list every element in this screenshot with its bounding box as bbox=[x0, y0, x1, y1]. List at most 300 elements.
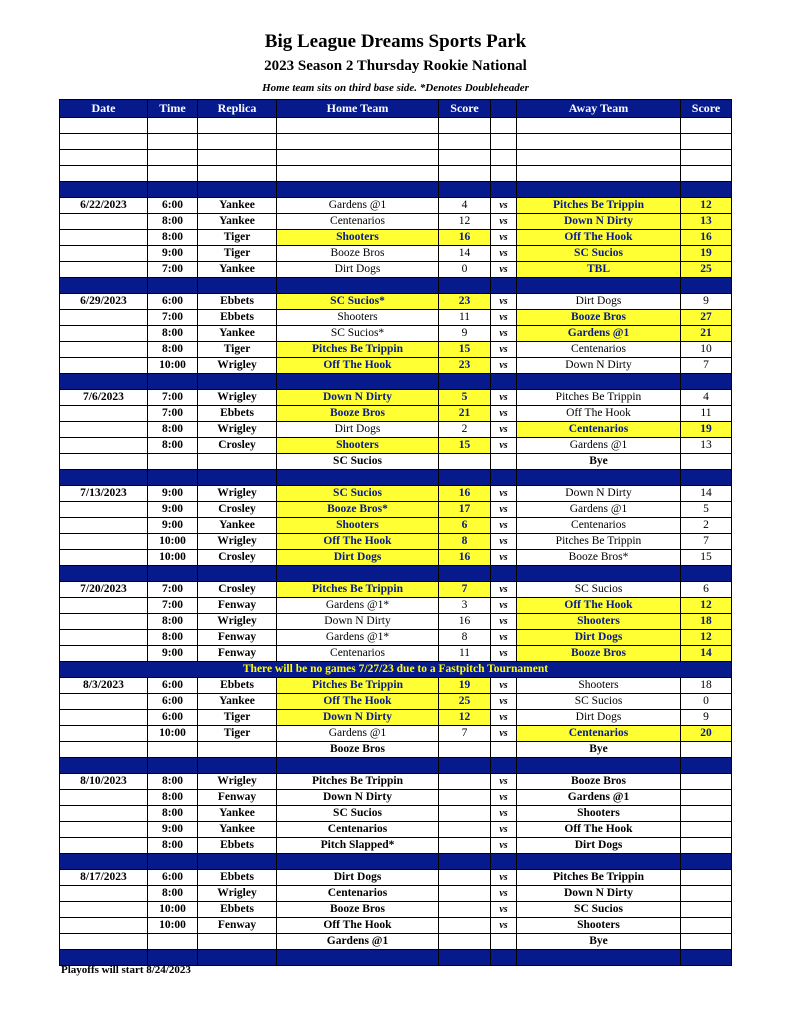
replica-cell: Yankee bbox=[198, 822, 277, 838]
time-cell: 9:00 bbox=[148, 518, 198, 534]
divider-cell bbox=[277, 758, 439, 774]
date-cell: 6/22/2023 bbox=[60, 198, 148, 214]
home-team-cell: Dirt Dogs bbox=[277, 550, 439, 566]
replica-cell: Wrigley bbox=[198, 422, 277, 438]
time-cell bbox=[148, 742, 198, 758]
replica-cell: Ebbets bbox=[198, 406, 277, 422]
away-score-cell bbox=[681, 454, 732, 470]
home-team-cell: Booze Bros bbox=[277, 902, 439, 918]
away-team-cell: Shooters bbox=[517, 806, 681, 822]
away-team-cell: Bye bbox=[517, 934, 681, 950]
empty-cell bbox=[277, 150, 439, 166]
replica-cell: Tiger bbox=[198, 710, 277, 726]
divider-cell bbox=[517, 758, 681, 774]
away-team-cell: SC Sucios bbox=[517, 582, 681, 598]
empty-cell bbox=[517, 166, 681, 182]
home-score-cell: 11 bbox=[439, 646, 491, 662]
schedule-body bbox=[60, 118, 732, 966]
replica-cell: Ebbets bbox=[198, 678, 277, 694]
time-cell: 9:00 bbox=[148, 486, 198, 502]
game-row bbox=[60, 838, 732, 854]
vs-cell: vs bbox=[491, 902, 517, 918]
replica-cell: Fenway bbox=[198, 790, 277, 806]
empty-cell bbox=[681, 118, 732, 134]
date-cell bbox=[60, 230, 148, 246]
section-divider-row bbox=[60, 470, 732, 486]
divider-cell bbox=[439, 758, 491, 774]
table-header-row bbox=[60, 100, 732, 118]
time-cell: 6:00 bbox=[148, 294, 198, 310]
empty-cell bbox=[681, 134, 732, 150]
replica-cell: Crosley bbox=[198, 550, 277, 566]
home-team-cell: Off The Hook bbox=[277, 918, 439, 934]
divider-cell bbox=[277, 470, 439, 486]
away-score-cell bbox=[681, 902, 732, 918]
vs-cell: vs bbox=[491, 262, 517, 278]
home-team-cell: Down N Dirty bbox=[277, 790, 439, 806]
date-cell: 8/17/2023 bbox=[60, 870, 148, 886]
away-score-cell: 13 bbox=[681, 438, 732, 454]
divider-cell bbox=[491, 374, 517, 390]
home-score-cell: 15 bbox=[439, 438, 491, 454]
vs-cell: vs bbox=[491, 342, 517, 358]
game-row bbox=[60, 406, 732, 422]
replica-cell: Crosley bbox=[198, 438, 277, 454]
time-cell: 9:00 bbox=[148, 646, 198, 662]
home-score-cell: 14 bbox=[439, 246, 491, 262]
game-row bbox=[60, 630, 732, 646]
divider-cell bbox=[439, 854, 491, 870]
vs-cell: vs bbox=[491, 726, 517, 742]
away-score-cell: 15 bbox=[681, 550, 732, 566]
home-team-cell: SC Sucios bbox=[277, 806, 439, 822]
replica-cell: Yankee bbox=[198, 198, 277, 214]
home-team-cell: Pitches Be Trippin bbox=[277, 582, 439, 598]
time-cell: 7:00 bbox=[148, 310, 198, 326]
home-team-cell: Pitches Be Trippin bbox=[277, 342, 439, 358]
page-subtitle: 2023 Season 2 Thursday Rookie National bbox=[264, 58, 527, 74]
vs-cell: vs bbox=[491, 230, 517, 246]
home-score-cell bbox=[439, 790, 491, 806]
divider-cell bbox=[681, 950, 732, 966]
vs-cell: vs bbox=[491, 550, 517, 566]
time-cell: 7:00 bbox=[148, 390, 198, 406]
divider-cell bbox=[681, 566, 732, 582]
away-score-cell: 21 bbox=[681, 326, 732, 342]
away-team-cell: SC Sucios bbox=[517, 902, 681, 918]
empty-cell bbox=[517, 134, 681, 150]
vs-cell: vs bbox=[491, 534, 517, 550]
away-team-cell: TBL bbox=[517, 262, 681, 278]
empty-cell bbox=[148, 150, 198, 166]
home-score-cell: 25 bbox=[439, 694, 491, 710]
home-team-cell: Gardens @1 bbox=[277, 726, 439, 742]
vs-cell: vs bbox=[491, 678, 517, 694]
away-team-cell: Pitches Be Trippin bbox=[517, 534, 681, 550]
date-cell bbox=[60, 790, 148, 806]
empty-cell bbox=[681, 166, 732, 182]
vs-cell: vs bbox=[491, 518, 517, 534]
schedule-table bbox=[59, 99, 732, 966]
divider-cell bbox=[198, 374, 277, 390]
empty-cell bbox=[277, 134, 439, 150]
home-score-cell: 15 bbox=[439, 342, 491, 358]
replica-cell: Tiger bbox=[198, 342, 277, 358]
vs-cell: vs bbox=[491, 326, 517, 342]
home-score-cell: 16 bbox=[439, 230, 491, 246]
empty-cell bbox=[491, 134, 517, 150]
game-row bbox=[60, 342, 732, 358]
game-row bbox=[60, 262, 732, 278]
header-note: Home team sits on third base side. *Denotes Doubleheader bbox=[262, 82, 529, 94]
game-row bbox=[60, 246, 732, 262]
game-row bbox=[60, 646, 732, 662]
away-score-cell: 10 bbox=[681, 342, 732, 358]
empty-cell bbox=[681, 150, 732, 166]
away-team-cell: Dirt Dogs bbox=[517, 630, 681, 646]
page-title: Big League Dreams Sports Park bbox=[264, 31, 527, 52]
home-score-cell: 5 bbox=[439, 390, 491, 406]
col-header-vs bbox=[491, 100, 517, 118]
empty-cell bbox=[491, 150, 517, 166]
home-score-cell bbox=[439, 774, 491, 790]
date-cell bbox=[60, 326, 148, 342]
replica-cell bbox=[198, 934, 277, 950]
game-row bbox=[60, 710, 732, 726]
time-cell: 6:00 bbox=[148, 678, 198, 694]
replica-cell: Tiger bbox=[198, 230, 277, 246]
game-row bbox=[60, 390, 732, 406]
vs-cell: vs bbox=[491, 294, 517, 310]
vs-cell: vs bbox=[491, 390, 517, 406]
away-team-cell: Centenarios bbox=[517, 518, 681, 534]
vs-cell bbox=[491, 742, 517, 758]
away-team-cell: Centenarios bbox=[517, 726, 681, 742]
home-team-cell: Off The Hook bbox=[277, 534, 439, 550]
col-header-replica: Replica bbox=[198, 100, 277, 118]
game-row bbox=[60, 774, 732, 790]
game-row bbox=[60, 326, 732, 342]
divider-cell bbox=[60, 854, 148, 870]
vs-cell: vs bbox=[491, 790, 517, 806]
time-cell: 10:00 bbox=[148, 550, 198, 566]
away-score-cell: 5 bbox=[681, 502, 732, 518]
empty-cell bbox=[60, 118, 148, 134]
home-score-cell bbox=[439, 886, 491, 902]
home-team-cell: Down N Dirty bbox=[277, 614, 439, 630]
empty-cell bbox=[439, 118, 491, 134]
home-score-cell: 8 bbox=[439, 630, 491, 646]
game-row bbox=[60, 678, 732, 694]
away-team-cell: Bye bbox=[517, 742, 681, 758]
divider-cell bbox=[681, 854, 732, 870]
section-divider-row bbox=[60, 182, 732, 198]
home-team-cell: Centenarios bbox=[277, 214, 439, 230]
time-cell: 8:00 bbox=[148, 614, 198, 630]
home-score-cell bbox=[439, 918, 491, 934]
away-team-cell: Bye bbox=[517, 454, 681, 470]
time-cell: 8:00 bbox=[148, 838, 198, 854]
away-score-cell: 13 bbox=[681, 214, 732, 230]
divider-cell bbox=[491, 854, 517, 870]
time-cell: 10:00 bbox=[148, 534, 198, 550]
vs-cell: vs bbox=[491, 310, 517, 326]
empty-cell bbox=[60, 150, 148, 166]
divider-cell bbox=[60, 758, 148, 774]
divider-cell bbox=[681, 278, 732, 294]
home-score-cell bbox=[439, 822, 491, 838]
away-team-cell: Down N Dirty bbox=[517, 214, 681, 230]
time-cell bbox=[148, 934, 198, 950]
replica-cell: Ebbets bbox=[198, 870, 277, 886]
divider-cell bbox=[681, 182, 732, 198]
date-cell bbox=[60, 918, 148, 934]
game-row bbox=[60, 518, 732, 534]
col-header-home-score: Score bbox=[439, 100, 491, 118]
away-score-cell bbox=[681, 838, 732, 854]
replica-cell: Wrigley bbox=[198, 774, 277, 790]
empty-cell bbox=[517, 150, 681, 166]
home-team-cell: Dirt Dogs bbox=[277, 870, 439, 886]
home-score-cell: 4 bbox=[439, 198, 491, 214]
playoffs-note: Playoffs will start 8/24/2023 bbox=[61, 964, 191, 976]
time-cell: 8:00 bbox=[148, 886, 198, 902]
time-cell: 8:00 bbox=[148, 438, 198, 454]
divider-cell bbox=[198, 758, 277, 774]
away-score-cell: 14 bbox=[681, 486, 732, 502]
time-cell: 10:00 bbox=[148, 918, 198, 934]
date-cell bbox=[60, 310, 148, 326]
home-score-cell: 16 bbox=[439, 486, 491, 502]
away-score-cell: 9 bbox=[681, 710, 732, 726]
away-score-cell: 27 bbox=[681, 310, 732, 326]
vs-cell: vs bbox=[491, 406, 517, 422]
divider-cell bbox=[148, 470, 198, 486]
section-divider-row bbox=[60, 278, 732, 294]
time-cell: 10:00 bbox=[148, 358, 198, 374]
away-team-cell: Dirt Dogs bbox=[517, 838, 681, 854]
time-cell: 7:00 bbox=[148, 582, 198, 598]
vs-cell: vs bbox=[491, 358, 517, 374]
replica-cell: Fenway bbox=[198, 646, 277, 662]
away-score-cell bbox=[681, 918, 732, 934]
away-team-cell: Pitches Be Trippin bbox=[517, 198, 681, 214]
time-cell: 8:00 bbox=[148, 774, 198, 790]
date-cell bbox=[60, 614, 148, 630]
divider-cell bbox=[148, 374, 198, 390]
vs-cell: vs bbox=[491, 486, 517, 502]
empty-cell bbox=[198, 118, 277, 134]
away-team-cell: Off The Hook bbox=[517, 406, 681, 422]
date-cell bbox=[60, 246, 148, 262]
divider-cell bbox=[491, 758, 517, 774]
divider-cell bbox=[491, 950, 517, 966]
vs-cell: vs bbox=[491, 438, 517, 454]
home-score-cell: 7 bbox=[439, 582, 491, 598]
replica-cell: Fenway bbox=[198, 918, 277, 934]
away-team-cell: Shooters bbox=[517, 678, 681, 694]
divider-cell bbox=[60, 278, 148, 294]
vs-cell: vs bbox=[491, 838, 517, 854]
divider-cell bbox=[198, 566, 277, 582]
home-score-cell: 3 bbox=[439, 598, 491, 614]
home-score-cell bbox=[439, 902, 491, 918]
divider-cell bbox=[439, 182, 491, 198]
replica-cell: Wrigley bbox=[198, 358, 277, 374]
col-header-time: Time bbox=[148, 100, 198, 118]
home-team-cell: Centenarios bbox=[277, 822, 439, 838]
vs-cell: vs bbox=[491, 214, 517, 230]
home-team-cell: Shooters bbox=[277, 438, 439, 454]
vs-cell: vs bbox=[491, 870, 517, 886]
away-score-cell: 6 bbox=[681, 582, 732, 598]
game-row bbox=[60, 790, 732, 806]
game-row bbox=[60, 358, 732, 374]
divider-cell bbox=[277, 854, 439, 870]
vs-cell: vs bbox=[491, 582, 517, 598]
time-cell: 6:00 bbox=[148, 198, 198, 214]
away-team-cell: Pitches Be Trippin bbox=[517, 870, 681, 886]
empty-cell bbox=[60, 134, 148, 150]
divider-cell bbox=[517, 470, 681, 486]
divider-cell bbox=[517, 374, 681, 390]
replica-cell: Yankee bbox=[198, 806, 277, 822]
time-cell: 9:00 bbox=[148, 246, 198, 262]
divider-cell bbox=[439, 374, 491, 390]
away-team-cell: SC Sucios bbox=[517, 694, 681, 710]
home-score-cell: 0 bbox=[439, 262, 491, 278]
game-row bbox=[60, 214, 732, 230]
home-score-cell: 21 bbox=[439, 406, 491, 422]
away-team-cell: Booze Bros bbox=[517, 310, 681, 326]
away-score-cell bbox=[681, 886, 732, 902]
time-cell: 8:00 bbox=[148, 806, 198, 822]
away-score-cell: 12 bbox=[681, 630, 732, 646]
date-cell bbox=[60, 262, 148, 278]
empty-cell bbox=[198, 134, 277, 150]
date-cell bbox=[60, 518, 148, 534]
date-cell bbox=[60, 502, 148, 518]
home-team-cell: Gardens @1* bbox=[277, 598, 439, 614]
away-score-cell: 18 bbox=[681, 614, 732, 630]
away-score-cell: 25 bbox=[681, 262, 732, 278]
divider-cell bbox=[491, 470, 517, 486]
time-cell: 6:00 bbox=[148, 694, 198, 710]
date-cell bbox=[60, 710, 148, 726]
time-cell: 8:00 bbox=[148, 790, 198, 806]
time-cell: 7:00 bbox=[148, 262, 198, 278]
home-team-cell: SC Sucios* bbox=[277, 326, 439, 342]
home-team-cell: SC Sucios bbox=[277, 454, 439, 470]
home-score-cell bbox=[439, 838, 491, 854]
replica-cell bbox=[198, 742, 277, 758]
empty-row bbox=[60, 118, 732, 134]
home-score-cell bbox=[439, 934, 491, 950]
away-team-cell: Shooters bbox=[517, 614, 681, 630]
home-score-cell: 19 bbox=[439, 678, 491, 694]
time-cell: 9:00 bbox=[148, 502, 198, 518]
empty-cell bbox=[198, 150, 277, 166]
replica-cell: Yankee bbox=[198, 326, 277, 342]
vs-cell bbox=[491, 934, 517, 950]
date-cell bbox=[60, 406, 148, 422]
section-divider-row bbox=[60, 566, 732, 582]
date-cell: 7/13/2023 bbox=[60, 486, 148, 502]
date-cell bbox=[60, 822, 148, 838]
replica-cell: Wrigley bbox=[198, 614, 277, 630]
home-team-cell: Off The Hook bbox=[277, 694, 439, 710]
col-header-away-team: Away Team bbox=[517, 100, 681, 118]
date-cell: 8/10/2023 bbox=[60, 774, 148, 790]
home-score-cell bbox=[439, 454, 491, 470]
time-cell: 10:00 bbox=[148, 726, 198, 742]
away-score-cell: 19 bbox=[681, 246, 732, 262]
date-cell bbox=[60, 214, 148, 230]
time-cell: 7:00 bbox=[148, 598, 198, 614]
away-team-cell: Pitches Be Trippin bbox=[517, 390, 681, 406]
divider-cell bbox=[517, 566, 681, 582]
col-header-away-score: Score bbox=[681, 100, 732, 118]
game-row bbox=[60, 902, 732, 918]
home-team-cell: Shooters bbox=[277, 310, 439, 326]
time-cell: 8:00 bbox=[148, 326, 198, 342]
replica-cell: Tiger bbox=[198, 726, 277, 742]
divider-cell bbox=[517, 854, 681, 870]
away-score-cell: 12 bbox=[681, 598, 732, 614]
away-team-cell: Down N Dirty bbox=[517, 358, 681, 374]
date-cell bbox=[60, 438, 148, 454]
replica-cell bbox=[198, 454, 277, 470]
bye-row bbox=[60, 934, 732, 950]
home-team-cell: Centenarios bbox=[277, 646, 439, 662]
date-cell bbox=[60, 934, 148, 950]
home-team-cell: Pitches Be Trippin bbox=[277, 774, 439, 790]
home-score-cell: 17 bbox=[439, 502, 491, 518]
date-cell: 7/6/2023 bbox=[60, 390, 148, 406]
away-score-cell bbox=[681, 774, 732, 790]
home-score-cell bbox=[439, 806, 491, 822]
date-cell bbox=[60, 694, 148, 710]
empty-cell bbox=[439, 166, 491, 182]
time-cell bbox=[148, 454, 198, 470]
home-team-cell: Gardens @1 bbox=[277, 198, 439, 214]
divider-cell bbox=[198, 278, 277, 294]
empty-cell bbox=[60, 166, 148, 182]
vs-cell: vs bbox=[491, 614, 517, 630]
away-score-cell: 12 bbox=[681, 198, 732, 214]
date-cell bbox=[60, 598, 148, 614]
home-score-cell: 12 bbox=[439, 710, 491, 726]
away-score-cell bbox=[681, 822, 732, 838]
replica-cell: Yankee bbox=[198, 694, 277, 710]
time-cell: 8:00 bbox=[148, 422, 198, 438]
away-team-cell: Centenarios bbox=[517, 342, 681, 358]
replica-cell: Wrigley bbox=[198, 486, 277, 502]
away-score-cell bbox=[681, 870, 732, 886]
date-cell bbox=[60, 342, 148, 358]
game-row bbox=[60, 294, 732, 310]
divider-cell bbox=[439, 566, 491, 582]
section-divider-row bbox=[60, 758, 732, 774]
home-team-cell: Centenarios bbox=[277, 886, 439, 902]
away-score-cell: 7 bbox=[681, 534, 732, 550]
away-score-cell: 9 bbox=[681, 294, 732, 310]
time-cell: 8:00 bbox=[148, 630, 198, 646]
game-row bbox=[60, 230, 732, 246]
away-score-cell: 11 bbox=[681, 406, 732, 422]
home-score-cell: 9 bbox=[439, 326, 491, 342]
game-row bbox=[60, 822, 732, 838]
